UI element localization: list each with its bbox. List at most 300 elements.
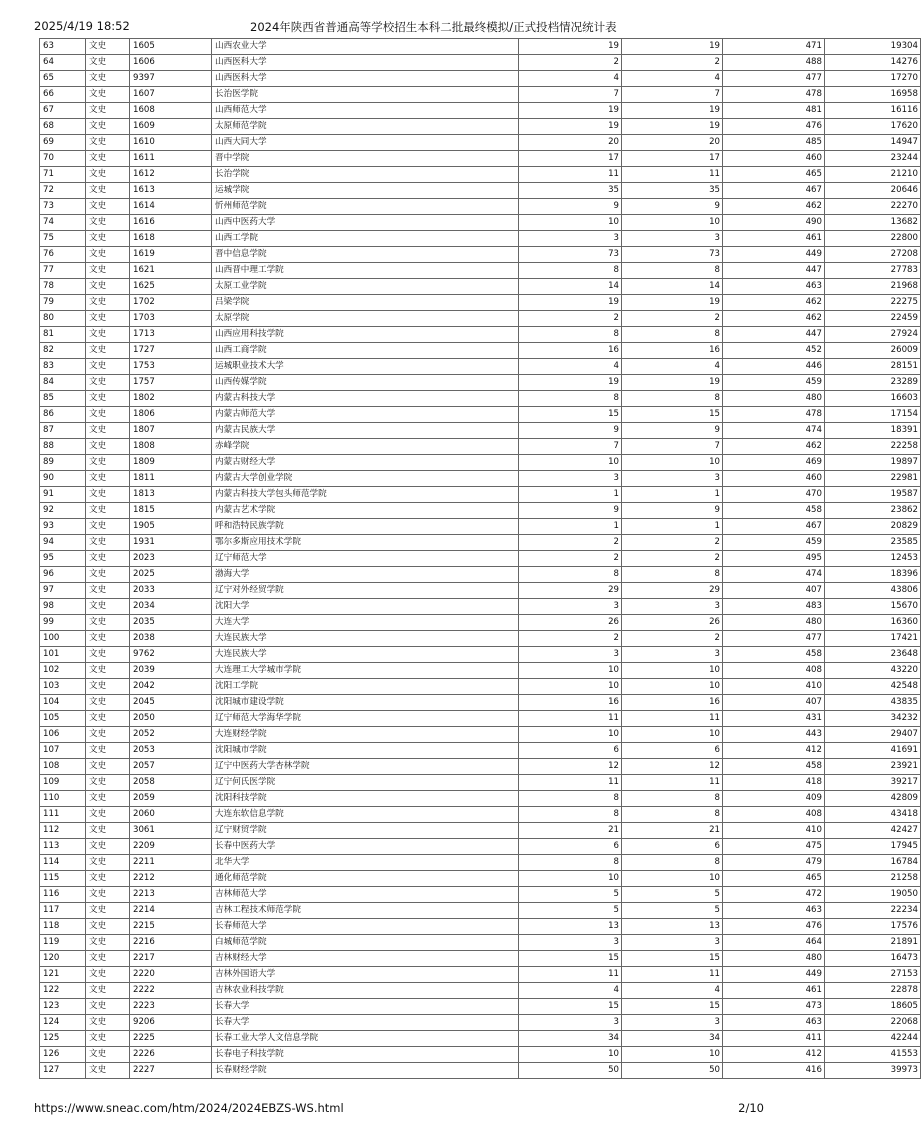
cell-min-rank: 34232 (825, 711, 921, 727)
cell-min-score: 470 (723, 487, 825, 503)
cell-school-code: 2215 (130, 919, 212, 935)
cell-min-rank: 23585 (825, 535, 921, 551)
cell-min-score: 459 (723, 375, 825, 391)
cell-min-score: 449 (723, 967, 825, 983)
print-datetime: 2025/4/19 18:52 (34, 19, 130, 33)
cell-school-code: 1605 (130, 39, 212, 55)
cell-min-rank: 39973 (825, 1063, 921, 1079)
cell-admitted-count: 9 (622, 199, 723, 215)
cell-admitted-count: 9 (622, 503, 723, 519)
cell-subject-type: 文史 (86, 567, 130, 583)
cell-admitted-count: 11 (622, 167, 723, 183)
cell-school-name: 运城学院 (212, 183, 519, 199)
cell-school-name: 吕梁学院 (212, 295, 519, 311)
cell-subject-type: 文史 (86, 375, 130, 391)
cell-school-code: 1610 (130, 135, 212, 151)
cell-min-score: 467 (723, 183, 825, 199)
cell-row-index: 65 (40, 71, 86, 87)
table-row (40, 855, 921, 871)
cell-plan-count: 26 (519, 615, 622, 631)
table-body (40, 39, 921, 1079)
cell-admitted-count: 16 (622, 695, 723, 711)
cell-admitted-count: 5 (622, 887, 723, 903)
cell-subject-type: 文史 (86, 551, 130, 567)
table-row (40, 967, 921, 983)
cell-school-name: 晋中学院 (212, 151, 519, 167)
cell-min-rank: 20829 (825, 519, 921, 535)
cell-admitted-count: 15 (622, 407, 723, 423)
cell-min-score: 458 (723, 647, 825, 663)
cell-subject-type: 文史 (86, 919, 130, 935)
cell-school-name: 太原学院 (212, 311, 519, 327)
cell-admitted-count: 6 (622, 839, 723, 855)
cell-min-score: 418 (723, 775, 825, 791)
cell-subject-type: 文史 (86, 311, 130, 327)
cell-subject-type: 文史 (86, 423, 130, 439)
cell-plan-count: 8 (519, 567, 622, 583)
cell-subject-type: 文史 (86, 215, 130, 231)
cell-school-code: 2045 (130, 695, 212, 711)
cell-subject-type: 文史 (86, 407, 130, 423)
cell-min-score: 478 (723, 407, 825, 423)
cell-plan-count: 3 (519, 231, 622, 247)
cell-school-name: 山西中医药大学 (212, 215, 519, 231)
cell-admitted-count: 3 (622, 647, 723, 663)
cell-row-index: 86 (40, 407, 86, 423)
cell-school-name: 长春工业大学人文信息学院 (212, 1031, 519, 1047)
cell-admitted-count: 11 (622, 711, 723, 727)
cell-plan-count: 1 (519, 519, 622, 535)
cell-school-code: 1727 (130, 343, 212, 359)
cell-admitted-count: 4 (622, 983, 723, 999)
cell-plan-count: 6 (519, 743, 622, 759)
cell-plan-count: 10 (519, 215, 622, 231)
cell-min-rank: 29407 (825, 727, 921, 743)
cell-admitted-count: 7 (622, 439, 723, 455)
cell-school-code: 1807 (130, 423, 212, 439)
cell-admitted-count: 10 (622, 1047, 723, 1063)
cell-school-name: 辽宁师范大学 (212, 551, 519, 567)
table-row (40, 823, 921, 839)
cell-admitted-count: 2 (622, 631, 723, 647)
cell-min-rank: 23921 (825, 759, 921, 775)
cell-school-name: 呼和浩特民族学院 (212, 519, 519, 535)
cell-plan-count: 19 (519, 103, 622, 119)
cell-admitted-count: 17 (622, 151, 723, 167)
cell-min-score: 410 (723, 823, 825, 839)
cell-plan-count: 15 (519, 407, 622, 423)
cell-admitted-count: 35 (622, 183, 723, 199)
table-row (40, 551, 921, 567)
cell-row-index: 81 (40, 327, 86, 343)
cell-subject-type: 文史 (86, 535, 130, 551)
cell-min-score: 460 (723, 471, 825, 487)
cell-row-index: 108 (40, 759, 86, 775)
cell-min-rank: 43835 (825, 695, 921, 711)
cell-row-index: 66 (40, 87, 86, 103)
cell-school-code: 2209 (130, 839, 212, 855)
table-row (40, 1015, 921, 1031)
cell-school-code: 2035 (130, 615, 212, 631)
cell-subject-type: 文史 (86, 199, 130, 215)
cell-row-index: 117 (40, 903, 86, 919)
cell-school-code: 1931 (130, 535, 212, 551)
cell-subject-type: 文史 (86, 871, 130, 887)
table-row (40, 263, 921, 279)
cell-school-name: 晋中信息学院 (212, 247, 519, 263)
cell-subject-type: 文史 (86, 743, 130, 759)
cell-school-name: 沈阳城市学院 (212, 743, 519, 759)
cell-school-code: 1809 (130, 455, 212, 471)
cell-row-index: 114 (40, 855, 86, 871)
cell-school-code: 1619 (130, 247, 212, 263)
cell-subject-type: 文史 (86, 183, 130, 199)
cell-school-code: 2023 (130, 551, 212, 567)
cell-plan-count: 8 (519, 807, 622, 823)
cell-school-code: 1614 (130, 199, 212, 215)
cell-plan-count: 10 (519, 1047, 622, 1063)
cell-admitted-count: 2 (622, 311, 723, 327)
cell-row-index: 63 (40, 39, 86, 55)
cell-min-rank: 23289 (825, 375, 921, 391)
cell-min-score: 476 (723, 919, 825, 935)
cell-school-code: 1713 (130, 327, 212, 343)
cell-min-rank: 17945 (825, 839, 921, 855)
cell-plan-count: 9 (519, 423, 622, 439)
cell-plan-count: 8 (519, 855, 622, 871)
cell-min-score: 446 (723, 359, 825, 375)
cell-min-rank: 43418 (825, 807, 921, 823)
cell-school-name: 山西医科大学 (212, 71, 519, 87)
cell-admitted-count: 10 (622, 663, 723, 679)
cell-min-rank: 16958 (825, 87, 921, 103)
cell-admitted-count: 8 (622, 327, 723, 343)
cell-min-score: 474 (723, 423, 825, 439)
cell-plan-count: 15 (519, 951, 622, 967)
cell-admitted-count: 50 (622, 1063, 723, 1079)
table-row (40, 631, 921, 647)
cell-min-score: 476 (723, 119, 825, 135)
table-row (40, 311, 921, 327)
cell-min-rank: 23244 (825, 151, 921, 167)
cell-school-code: 1618 (130, 231, 212, 247)
cell-subject-type: 文史 (86, 679, 130, 695)
table-row (40, 471, 921, 487)
cell-subject-type: 文史 (86, 999, 130, 1015)
cell-row-index: 64 (40, 55, 86, 71)
cell-school-code: 1607 (130, 87, 212, 103)
cell-min-rank: 27208 (825, 247, 921, 263)
cell-school-name: 辽宁师范大学海华学院 (212, 711, 519, 727)
cell-row-index: 119 (40, 935, 86, 951)
cell-admitted-count: 5 (622, 903, 723, 919)
cell-min-score: 407 (723, 583, 825, 599)
cell-school-name: 长治医学院 (212, 87, 519, 103)
cell-row-index: 75 (40, 231, 86, 247)
cell-school-name: 白城师范学院 (212, 935, 519, 951)
cell-row-index: 111 (40, 807, 86, 823)
cell-plan-count: 2 (519, 551, 622, 567)
cell-plan-count: 4 (519, 359, 622, 375)
cell-min-score: 462 (723, 439, 825, 455)
cell-min-rank: 13682 (825, 215, 921, 231)
cell-school-code: 9206 (130, 1015, 212, 1031)
cell-plan-count: 12 (519, 759, 622, 775)
cell-min-score: 407 (723, 695, 825, 711)
cell-subject-type: 文史 (86, 71, 130, 87)
cell-school-code: 2034 (130, 599, 212, 615)
cell-row-index: 123 (40, 999, 86, 1015)
cell-subject-type: 文史 (86, 1047, 130, 1063)
cell-admitted-count: 34 (622, 1031, 723, 1047)
table-row (40, 887, 921, 903)
cell-row-index: 101 (40, 647, 86, 663)
cell-plan-count: 4 (519, 983, 622, 999)
cell-min-rank: 42427 (825, 823, 921, 839)
cell-school-code: 2225 (130, 1031, 212, 1047)
cell-school-code: 1811 (130, 471, 212, 487)
cell-row-index: 98 (40, 599, 86, 615)
cell-min-rank: 18391 (825, 423, 921, 439)
cell-plan-count: 9 (519, 503, 622, 519)
cell-subject-type: 文史 (86, 247, 130, 263)
cell-subject-type: 文史 (86, 87, 130, 103)
cell-min-rank: 18396 (825, 567, 921, 583)
cell-school-code: 2220 (130, 967, 212, 983)
cell-school-name: 长春财经学院 (212, 1063, 519, 1079)
cell-admitted-count: 20 (622, 135, 723, 151)
table-row (40, 791, 921, 807)
cell-min-rank: 18605 (825, 999, 921, 1015)
table-row (40, 151, 921, 167)
cell-min-rank: 17270 (825, 71, 921, 87)
cell-school-name: 山西工学院 (212, 231, 519, 247)
cell-school-code: 2025 (130, 567, 212, 583)
cell-row-index: 85 (40, 391, 86, 407)
cell-min-score: 443 (723, 727, 825, 743)
cell-min-score: 462 (723, 199, 825, 215)
cell-min-score: 479 (723, 855, 825, 871)
cell-plan-count: 5 (519, 887, 622, 903)
cell-row-index: 90 (40, 471, 86, 487)
cell-subject-type: 文史 (86, 631, 130, 647)
cell-subject-type: 文史 (86, 55, 130, 71)
cell-min-rank: 21258 (825, 871, 921, 887)
table-row (40, 375, 921, 391)
cell-min-score: 477 (723, 71, 825, 87)
cell-school-name: 山西传媒学院 (212, 375, 519, 391)
cell-min-rank: 43220 (825, 663, 921, 679)
table-row (40, 327, 921, 343)
cell-admitted-count: 3 (622, 1015, 723, 1031)
cell-school-code: 2057 (130, 759, 212, 775)
cell-school-code: 1815 (130, 503, 212, 519)
cell-admitted-count: 26 (622, 615, 723, 631)
cell-school-name: 运城职业技术大学 (212, 359, 519, 375)
cell-subject-type: 文史 (86, 151, 130, 167)
cell-plan-count: 20 (519, 135, 622, 151)
cell-subject-type: 文史 (86, 855, 130, 871)
cell-plan-count: 8 (519, 391, 622, 407)
cell-school-code: 2214 (130, 903, 212, 919)
cell-plan-count: 3 (519, 599, 622, 615)
cell-subject-type: 文史 (86, 759, 130, 775)
cell-min-rank: 14276 (825, 55, 921, 71)
cell-school-name: 长春中医药大学 (212, 839, 519, 855)
table-row (40, 247, 921, 263)
cell-admitted-count: 73 (622, 247, 723, 263)
cell-min-score: 488 (723, 55, 825, 71)
cell-min-rank: 19587 (825, 487, 921, 503)
cell-min-rank: 21891 (825, 935, 921, 951)
table-row (40, 119, 921, 135)
cell-min-score: 458 (723, 759, 825, 775)
cell-plan-count: 6 (519, 839, 622, 855)
cell-school-name: 大连大学 (212, 615, 519, 631)
cell-school-name: 沈阳城市建设学院 (212, 695, 519, 711)
cell-row-index: 76 (40, 247, 86, 263)
cell-min-score: 461 (723, 231, 825, 247)
table-row (40, 983, 921, 999)
cell-school-name: 大连民族大学 (212, 631, 519, 647)
cell-min-score: 447 (723, 263, 825, 279)
cell-min-score: 412 (723, 1047, 825, 1063)
cell-min-score: 469 (723, 455, 825, 471)
cell-min-score: 480 (723, 615, 825, 631)
cell-min-rank: 22800 (825, 231, 921, 247)
cell-admitted-count: 21 (622, 823, 723, 839)
page-title: 2024年陕西省普通高等学校招生本科二批最终模拟/正式投档情况统计表 (250, 20, 617, 34)
cell-subject-type: 文史 (86, 503, 130, 519)
cell-school-code: 2227 (130, 1063, 212, 1079)
cell-row-index: 88 (40, 439, 86, 455)
cell-subject-type: 文史 (86, 1015, 130, 1031)
cell-min-rank: 16473 (825, 951, 921, 967)
cell-min-score: 408 (723, 663, 825, 679)
cell-admitted-count: 3 (622, 599, 723, 615)
cell-admitted-count: 3 (622, 231, 723, 247)
table-row (40, 55, 921, 71)
cell-subject-type: 文史 (86, 599, 130, 615)
cell-school-name: 山西农业大学 (212, 39, 519, 55)
cell-school-code: 2058 (130, 775, 212, 791)
cell-school-name: 渤海大学 (212, 567, 519, 583)
cell-row-index: 120 (40, 951, 86, 967)
cell-min-rank: 21968 (825, 279, 921, 295)
cell-row-index: 99 (40, 615, 86, 631)
cell-min-rank: 39217 (825, 775, 921, 791)
cell-min-rank: 42548 (825, 679, 921, 695)
cell-plan-count: 2 (519, 55, 622, 71)
cell-subject-type: 文史 (86, 391, 130, 407)
cell-subject-type: 文史 (86, 823, 130, 839)
cell-plan-count: 19 (519, 375, 622, 391)
table-row (40, 423, 921, 439)
cell-row-index: 106 (40, 727, 86, 743)
cell-admitted-count: 19 (622, 375, 723, 391)
cell-admitted-count: 10 (622, 679, 723, 695)
cell-min-score: 465 (723, 871, 825, 887)
cell-school-code: 1802 (130, 391, 212, 407)
cell-school-name: 通化师范学院 (212, 871, 519, 887)
cell-row-index: 91 (40, 487, 86, 503)
cell-min-rank: 22258 (825, 439, 921, 455)
cell-row-index: 82 (40, 343, 86, 359)
cell-school-name: 太原师范学院 (212, 119, 519, 135)
cell-min-rank: 17576 (825, 919, 921, 935)
cell-row-index: 71 (40, 167, 86, 183)
cell-row-index: 95 (40, 551, 86, 567)
cell-row-index: 87 (40, 423, 86, 439)
table-row (40, 391, 921, 407)
cell-school-name: 吉林外国语大学 (212, 967, 519, 983)
cell-admitted-count: 8 (622, 567, 723, 583)
cell-school-name: 山西医科大学 (212, 55, 519, 71)
cell-subject-type: 文史 (86, 519, 130, 535)
cell-admitted-count: 19 (622, 295, 723, 311)
cell-school-name: 山西大同大学 (212, 135, 519, 151)
cell-subject-type: 文史 (86, 167, 130, 183)
admission-table (39, 38, 921, 1079)
cell-min-score: 485 (723, 135, 825, 151)
cell-row-index: 110 (40, 791, 86, 807)
cell-plan-count: 3 (519, 471, 622, 487)
cell-subject-type: 文史 (86, 663, 130, 679)
cell-min-score: 481 (723, 103, 825, 119)
cell-plan-count: 17 (519, 151, 622, 167)
table-row (40, 1031, 921, 1047)
cell-school-code: 1613 (130, 183, 212, 199)
cell-school-code: 2042 (130, 679, 212, 695)
cell-school-name: 沈阳工学院 (212, 679, 519, 695)
cell-school-code: 2212 (130, 871, 212, 887)
cell-min-score: 408 (723, 807, 825, 823)
cell-admitted-count: 3 (622, 935, 723, 951)
cell-plan-count: 11 (519, 775, 622, 791)
cell-plan-count: 2 (519, 631, 622, 647)
cell-min-score: 463 (723, 279, 825, 295)
cell-min-score: 464 (723, 935, 825, 951)
cell-min-score: 490 (723, 215, 825, 231)
cell-school-code: 1625 (130, 279, 212, 295)
cell-min-rank: 23648 (825, 647, 921, 663)
table-row (40, 519, 921, 535)
cell-school-name: 沈阳科技学院 (212, 791, 519, 807)
cell-admitted-count: 8 (622, 391, 723, 407)
cell-school-name: 吉林农业科技学院 (212, 983, 519, 999)
cell-school-code: 2038 (130, 631, 212, 647)
cell-row-index: 127 (40, 1063, 86, 1079)
table-row (40, 167, 921, 183)
table-row (40, 567, 921, 583)
cell-row-index: 105 (40, 711, 86, 727)
cell-row-index: 79 (40, 295, 86, 311)
cell-school-name: 内蒙古艺术学院 (212, 503, 519, 519)
cell-subject-type: 文史 (86, 1063, 130, 1079)
cell-min-rank: 17154 (825, 407, 921, 423)
cell-plan-count: 34 (519, 1031, 622, 1047)
table-row (40, 183, 921, 199)
table-row (40, 919, 921, 935)
cell-school-code: 2213 (130, 887, 212, 903)
cell-subject-type: 文史 (86, 359, 130, 375)
cell-row-index: 84 (40, 375, 86, 391)
cell-plan-count: 1 (519, 487, 622, 503)
cell-admitted-count: 9 (622, 423, 723, 439)
cell-school-code: 2053 (130, 743, 212, 759)
cell-school-code: 1702 (130, 295, 212, 311)
table-row (40, 839, 921, 855)
